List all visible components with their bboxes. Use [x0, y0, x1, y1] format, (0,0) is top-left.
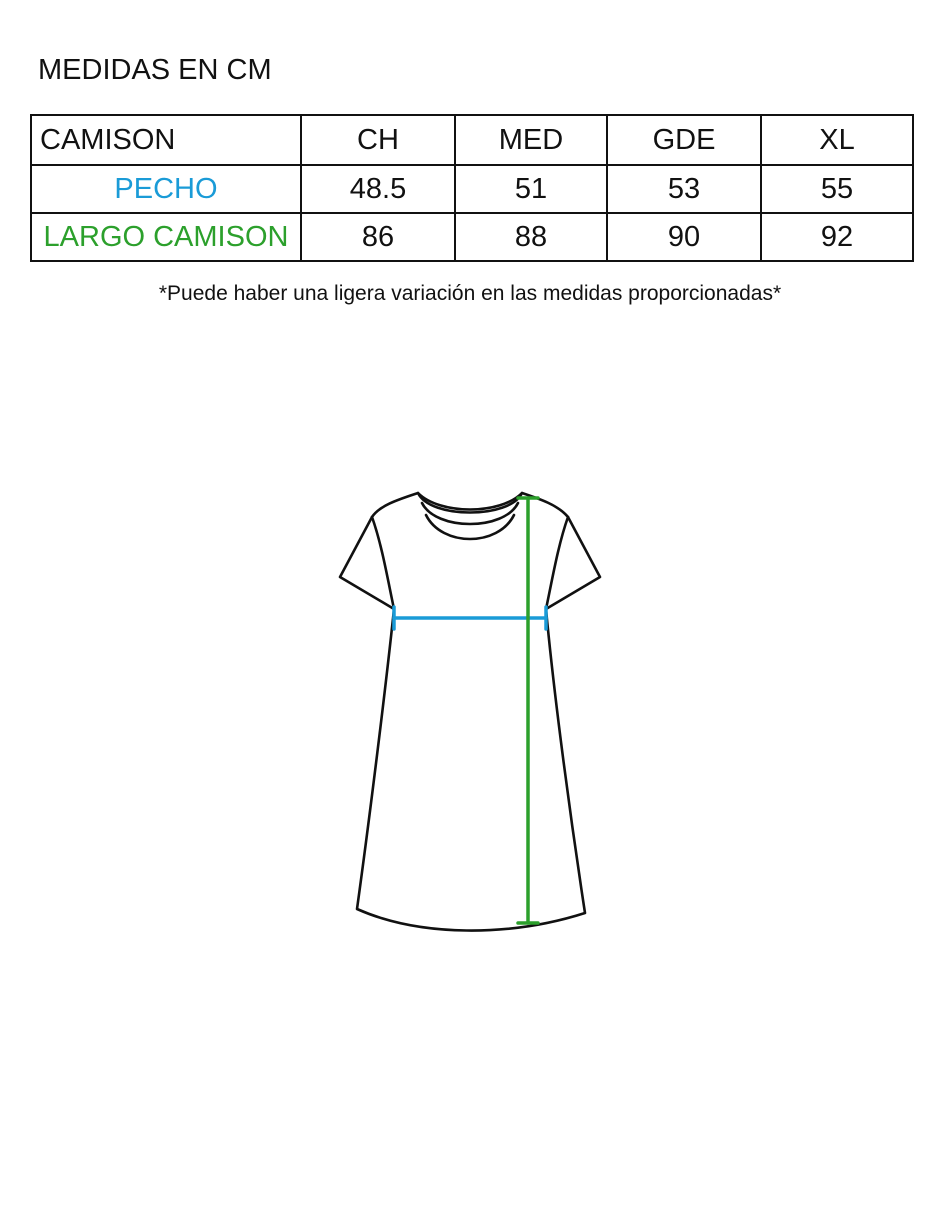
table-cell: 53 — [607, 165, 761, 213]
table-cell: 92 — [761, 213, 913, 261]
disclaimer-note: *Puede haber una ligera variación en las medidas proporcionadas* — [158, 282, 782, 305]
length-measure-line — [518, 498, 538, 923]
row-label-largo-camison: LARGO CAMISON — [31, 213, 301, 261]
size-header-gde: GDE — [607, 115, 761, 165]
table-row-pecho — [31, 165, 913, 213]
table-cell: 86 — [301, 213, 455, 261]
size-table — [30, 114, 914, 262]
row-label-pecho: PECHO — [31, 165, 301, 213]
size-header-ch: CH — [301, 115, 455, 165]
table-cell: 88 — [455, 213, 607, 261]
nightgown-diagram — [330, 485, 610, 945]
table-cell: 48.5 — [301, 165, 455, 213]
table-cell: 55 — [761, 165, 913, 213]
table-cell: 90 — [607, 213, 761, 261]
table-corner-label: CAMISON — [31, 115, 301, 165]
size-header-xl: XL — [761, 115, 913, 165]
size-header-med: MED — [455, 115, 607, 165]
page-title: MEDIDAS EN CM — [38, 54, 272, 86]
table-row-largo — [31, 213, 913, 261]
table-header-row — [31, 115, 913, 165]
sleeve-seam-right — [546, 517, 568, 609]
table-cell: 51 — [455, 165, 607, 213]
sleeve-seam-left — [372, 517, 394, 609]
chest-measure-line — [394, 607, 546, 629]
garment-outline — [340, 493, 600, 931]
